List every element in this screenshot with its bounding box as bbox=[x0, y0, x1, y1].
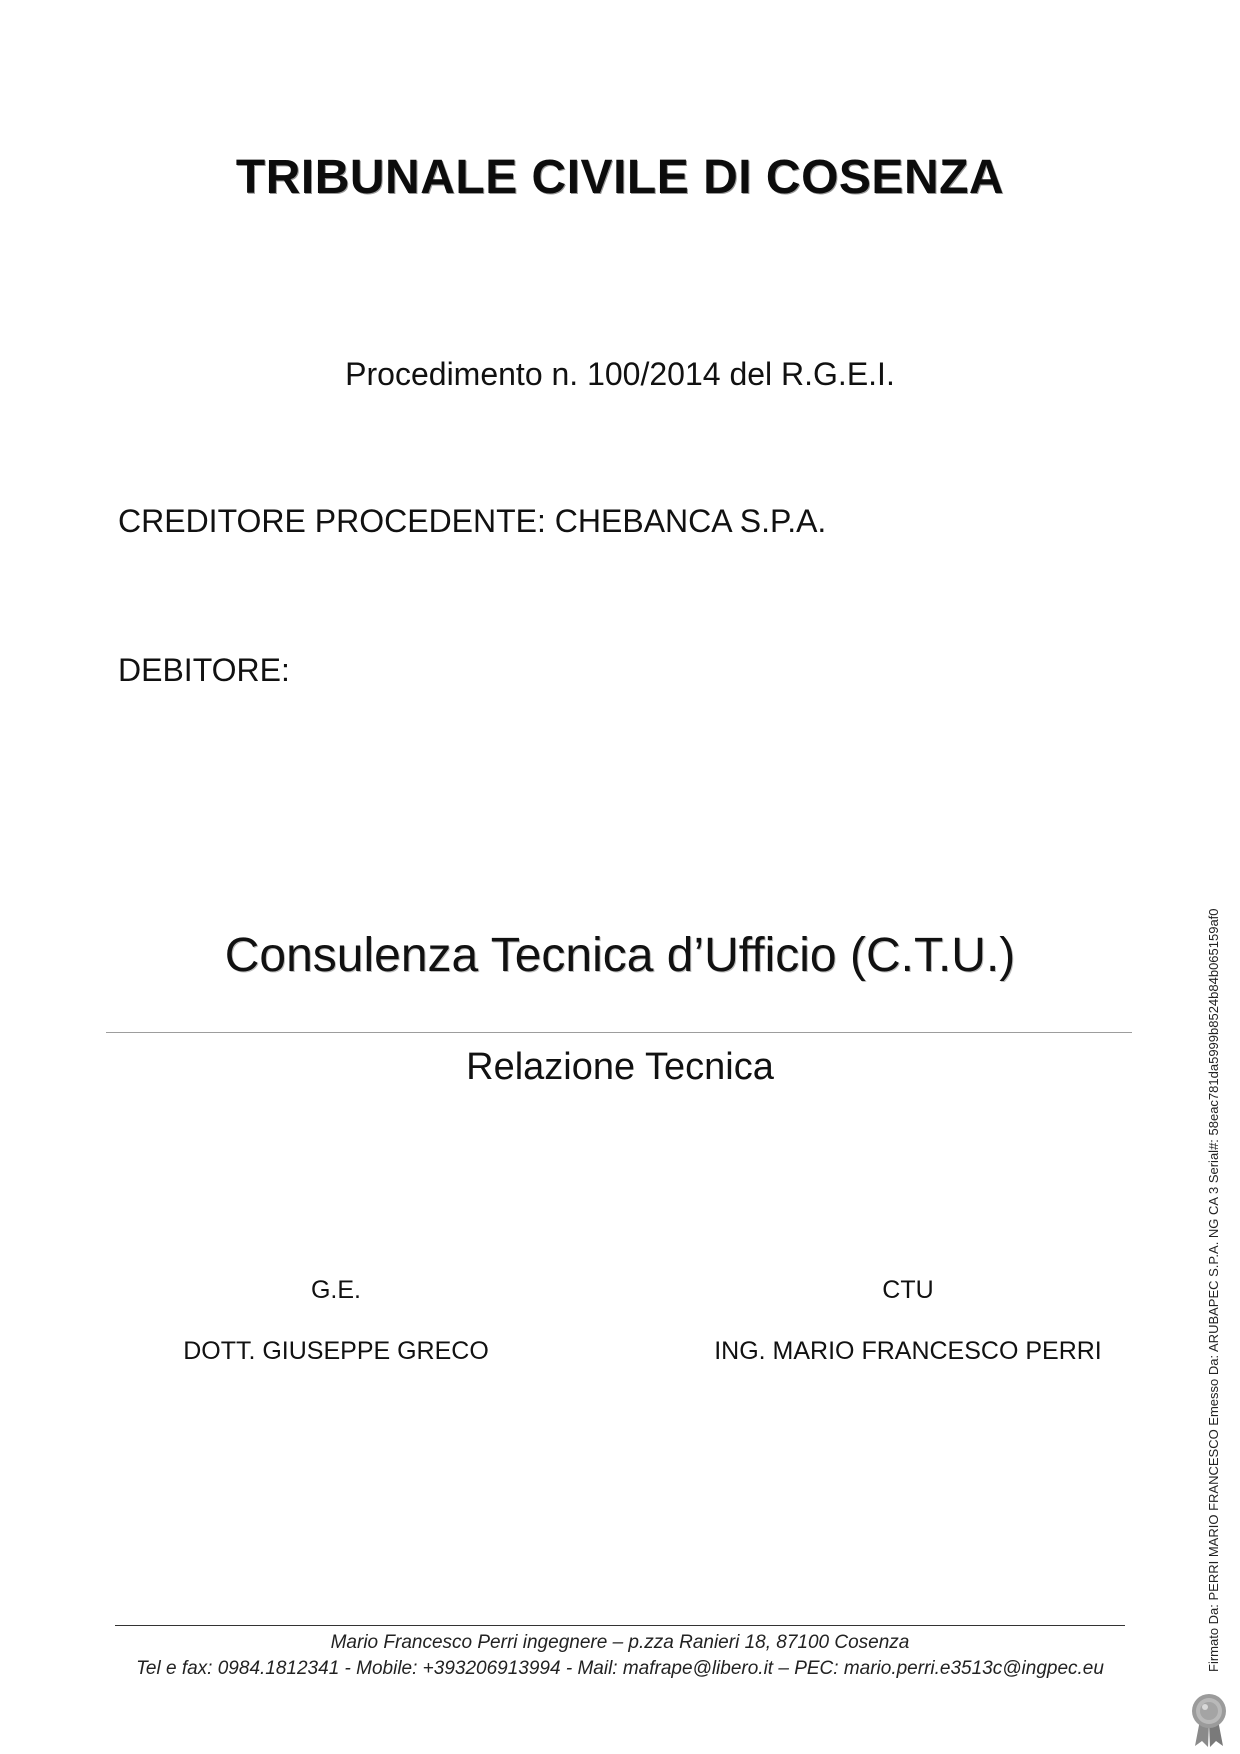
seal-ribbon-icon bbox=[1188, 1692, 1230, 1748]
procedure-number: Procedimento n. 100/2014 del R.G.E.I. bbox=[345, 356, 895, 392]
debtor-line: DEBITORE: bbox=[118, 652, 290, 688]
signatory-ctu bbox=[708, 1276, 1108, 1366]
footer-address: Mario Francesco Perri ingegnere – p.zza Ranieri 18, 87100 Cosenza bbox=[330, 1632, 910, 1653]
report-title: Consulenza Tecnica d’Ufficio (C.T.U.) bbox=[224, 929, 1016, 982]
creditor-line: CREDITORE PROCEDENTE: CHEBANCA S.P.A. bbox=[118, 503, 827, 539]
ctu-name: ING. MARIO FRANCESCO PERRI bbox=[714, 1337, 1102, 1365]
footer-contacts: Tel e fax: 0984.1812341 - Mobile: +393206913994 - Mail: mafrape@libero.it – PEC: mario.perri.e3513c@ingpec.eu bbox=[136, 1658, 1104, 1679]
digital-signature-stamp: Firmato Da: PERRI MARIO FRANCESCO Emesso Da: ARUBAPEC S.P.A. NG CA 3 Serial#: 58eac781da5999b8524b84b065159af0 bbox=[1206, 908, 1221, 1672]
judge-name: DOTT. GIUSEPPE GRECO bbox=[183, 1337, 489, 1365]
ctu-role: CTU bbox=[882, 1276, 934, 1304]
footer-divider bbox=[115, 1625, 1125, 1626]
report-subtitle: Relazione Tecnica bbox=[466, 1046, 774, 1088]
judge-role: G.E. bbox=[310, 1276, 361, 1304]
signatory-judge bbox=[136, 1276, 536, 1366]
court-title: TRIBUNALE CIVILE DI COSENZA bbox=[235, 151, 1005, 204]
title-divider bbox=[106, 1032, 1132, 1033]
